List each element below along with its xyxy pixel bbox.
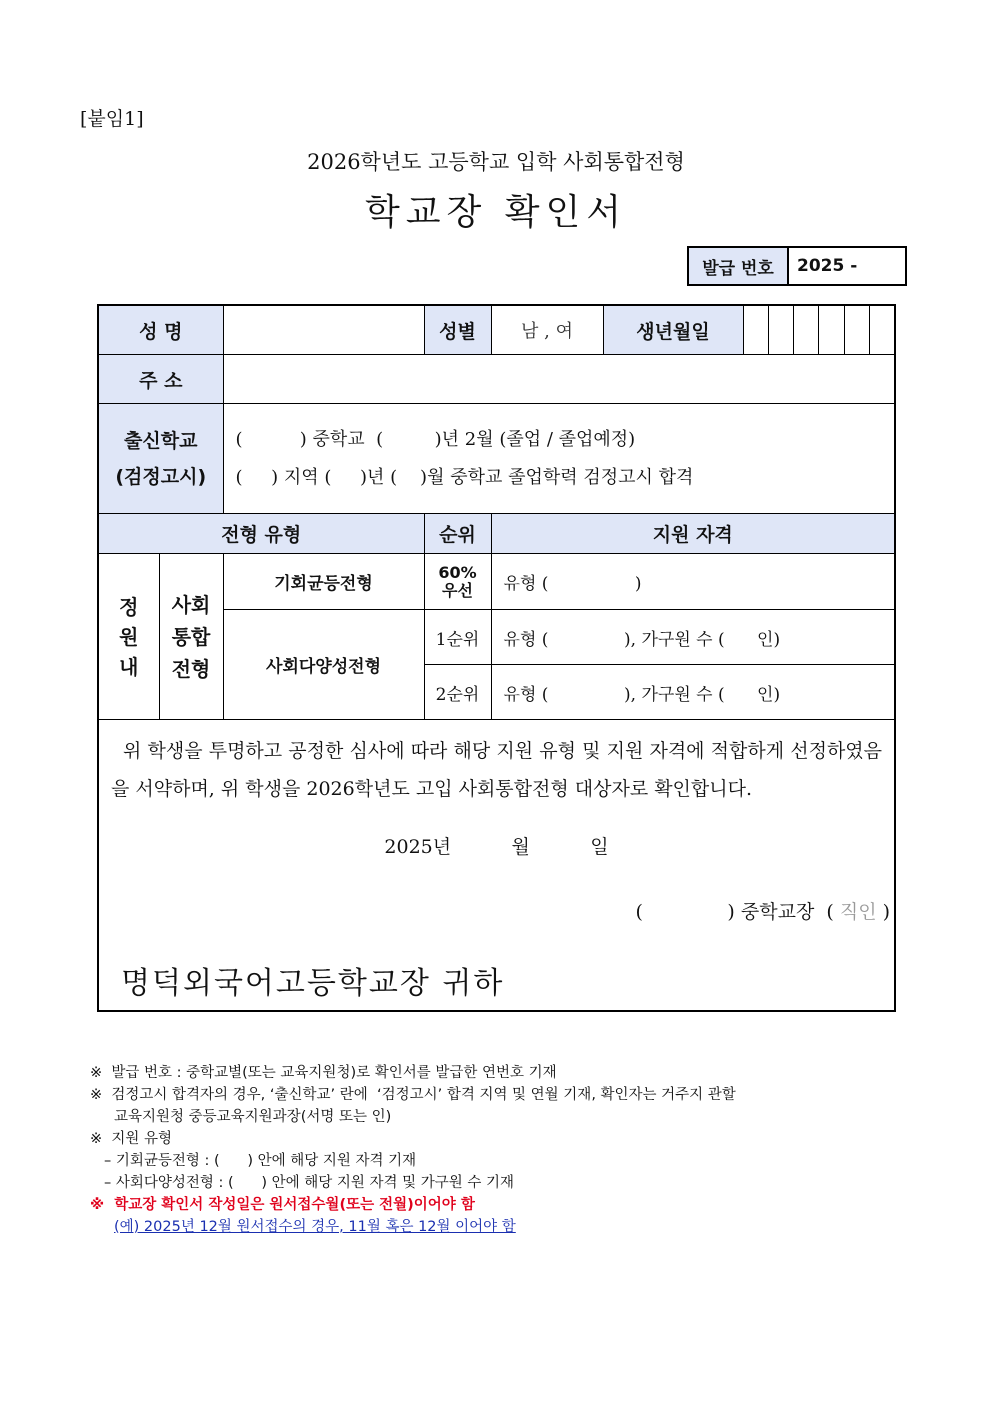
school-line-2: ( ) 지역 ( )년 ( )월 중학교 졸업학력 검정고시 합격: [235, 466, 694, 488]
note-issue-number: ※ 발급 번호 : 중학교별(또는 교육지원청)로 확인서를 발급한 연번호 기재: [90, 1065, 557, 1081]
attachment-label: [붙임1]: [80, 108, 144, 130]
note-date-example: (예) 2025년 12월 원서접수의 경우, 11월 혹은 12월 이어야 함: [114, 1219, 516, 1235]
issue-number-value[interactable]: 2025 -: [797, 256, 858, 276]
note-ged: ※ 검정고시 합격자의 경우, ‘출신학교’ 란에 ‘검정고시’ 합격 지역 및 연월 기재, 확인자는 거주지 관할: [90, 1087, 736, 1103]
school-line-1: ( ) 중학교 ( )년 2월 (졸업 / 졸업예정): [235, 428, 636, 450]
address-label: 주 소: [98, 355, 223, 404]
qualification-column-header: 지원 자격: [491, 514, 895, 554]
recipient: 명덕외국어고등학교장 귀하: [121, 966, 505, 1001]
school-label: [98, 404, 223, 514]
type-diversity-rank-2: 2순위: [424, 665, 491, 720]
name-field[interactable]: [223, 305, 424, 355]
gender-label: 성별: [424, 305, 491, 355]
rank-column-header: 순위: [424, 514, 491, 554]
statement-text: 위 학생을 투명하고 공정한 심사에 따라 해당 지원 유형 및 지원 자격에 적합하게 선정하였음을 서약하며, 위 학생을 2026학년도 고입 사회통합전형 대상자로 확인합니다.: [111, 740, 883, 800]
type-equal-opportunity-item[interactable]: 유형 ( ): [491, 554, 895, 610]
birth-field[interactable]: [743, 305, 895, 355]
issue-date[interactable]: 2025년 월 일: [384, 836, 609, 858]
document-title: 학교장 확인서: [364, 192, 628, 233]
statement-section: [98, 720, 895, 1012]
principal-signature[interactable]: ( ) 중학교장 ( 직인 ): [635, 901, 891, 923]
type-equal-opportunity-rank: 60% 우선: [424, 554, 491, 610]
gender-value[interactable]: 남 , 여: [491, 305, 603, 355]
note-type-diversity: – 사회다양성전형 : ( ) 안에 해당 지원 자격 및 가구원 수 기재: [104, 1175, 514, 1191]
type-column-header: 전형 유형: [98, 514, 424, 554]
school-label-line-2: (검정고시): [115, 465, 207, 488]
confirmation-form: [97, 304, 896, 1012]
issue-number-label: 발급 번호: [689, 248, 789, 284]
name-label: 성 명: [98, 305, 223, 355]
note-date-warning: ※ 학교장 확인서 작성일은 원서접수월(또는 전월)이어야 함: [90, 1197, 475, 1213]
note-ged-cont: 교육지원청 중등교육지원과장(서명 또는 인): [114, 1109, 392, 1125]
group-social-label: 사회통합전형: [159, 554, 223, 720]
group-quota-label: 정원내: [98, 554, 159, 720]
note-type-equal: – 기회균등전형 : ( ) 안에 해당 지원 자격 기재: [104, 1153, 417, 1169]
address-field[interactable]: [223, 355, 895, 404]
type-diversity: 사회다양성전형: [223, 610, 424, 720]
note-types: ※ 지원 유형: [90, 1131, 173, 1147]
type-equal-opportunity: 기회균등전형: [223, 554, 424, 610]
school-label-line-1: 출신학교: [124, 429, 198, 452]
document-subtitle: 2026학년도 고등학교 입학 사회통합전형: [307, 150, 685, 174]
school-field[interactable]: [223, 404, 895, 514]
notes-section: [90, 1062, 920, 1238]
seal-mark: 직인: [839, 901, 877, 923]
type-diversity-item-1[interactable]: 유형 ( ), 가구원 수 ( 인): [491, 610, 895, 665]
type-diversity-rank-1: 1순위: [424, 610, 491, 665]
birth-label: 생년월일: [603, 305, 743, 355]
type-diversity-item-2[interactable]: 유형 ( ), 가구원 수 ( 인): [491, 665, 895, 720]
issue-number-box: [687, 246, 907, 286]
